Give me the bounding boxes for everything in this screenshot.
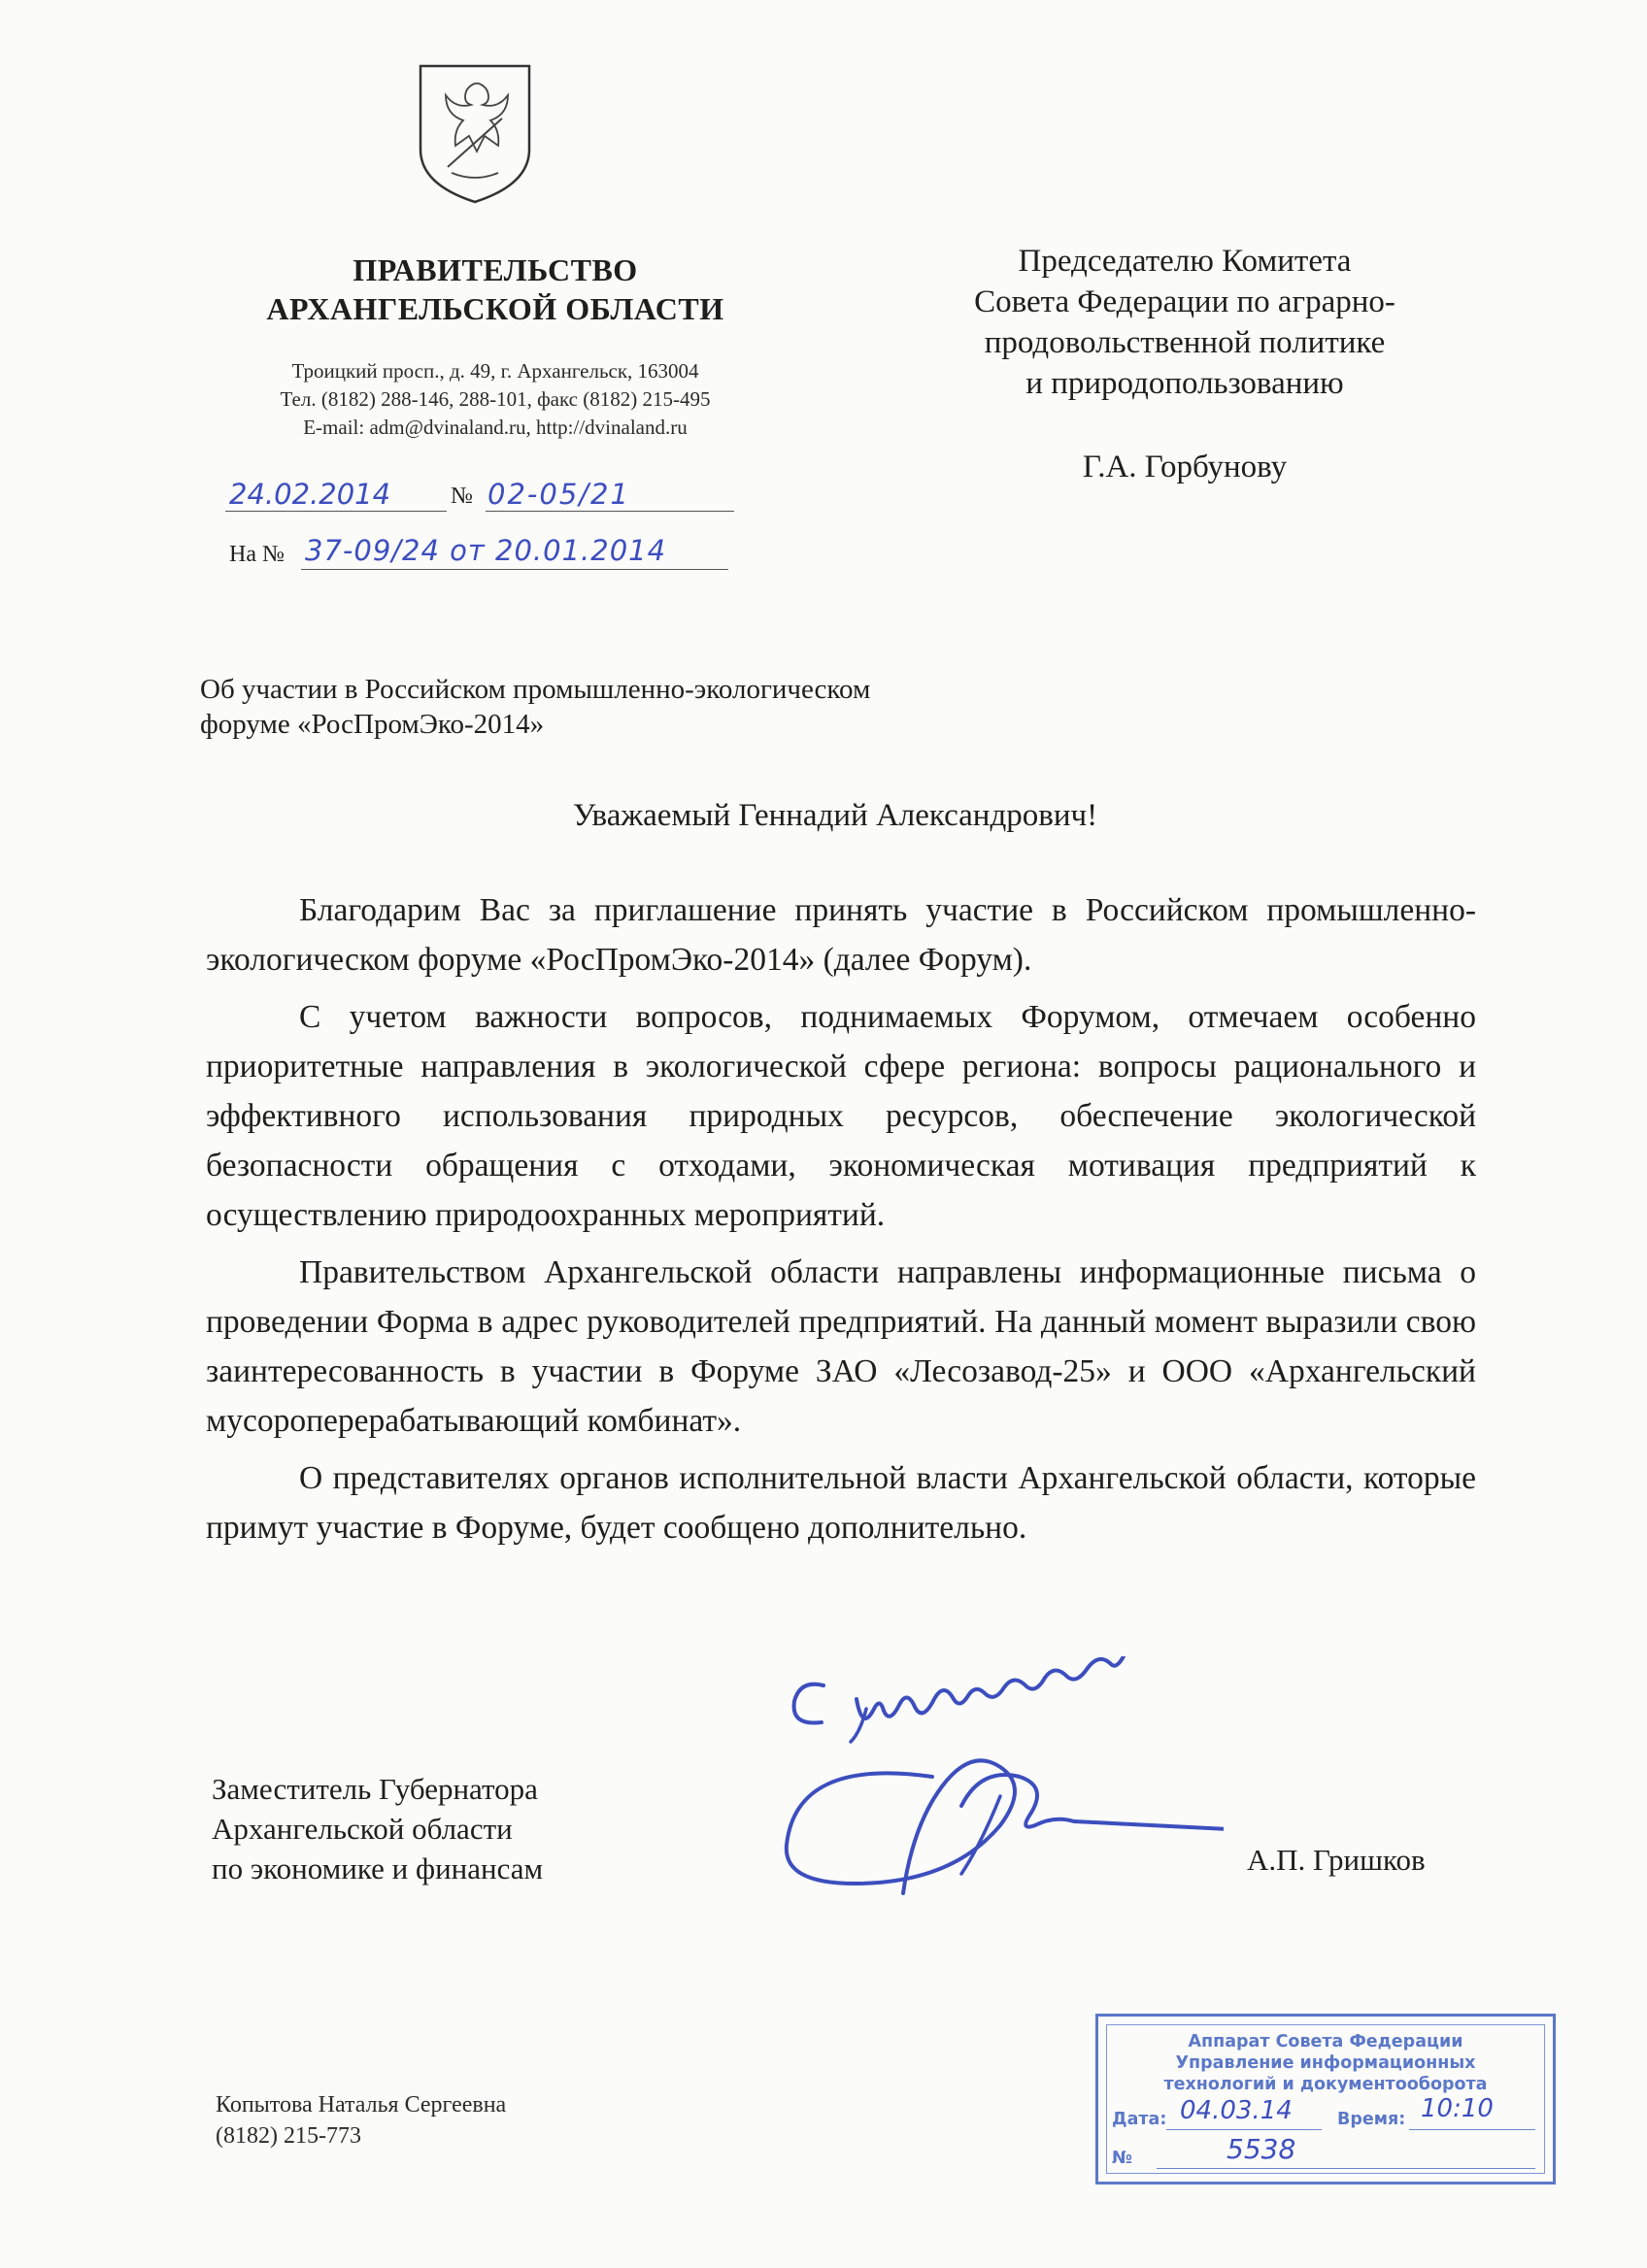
greeting: Уважаемый Геннадий Александрович!	[572, 798, 1098, 833]
signer-title-line1: Заместитель Губернатора	[212, 1772, 538, 1806]
date-underline	[225, 511, 447, 512]
stamp-line2: Управление информационных	[1175, 2053, 1476, 2073]
addressee-line1: Председателю Комитета	[1018, 244, 1352, 279]
addressee-line3: продовольственной политике	[984, 325, 1386, 360]
letter-body	[206, 885, 1476, 1552]
recipient-name: Г.А. Горбунову	[1082, 450, 1288, 484]
executor-name: Копытова Наталья Сергеевна	[216, 2092, 507, 2118]
org-address: Троицкий просп., д. 49, г. Архангельск, 163004	[291, 359, 699, 383]
stamp-date-label: Дата:	[1112, 2110, 1167, 2129]
stamp-number-value: 5538	[1227, 2133, 1296, 2165]
executor-block	[216, 2089, 721, 2151]
stamp-date-value: 04.03.14	[1180, 2096, 1293, 2125]
subject-line2: форуме «РосПромЭко-2014»	[200, 709, 545, 740]
stamp-line3: технологий и документооборота	[1163, 2075, 1488, 2094]
subject-line1: Об участии в Российском промышленно-экологическом	[200, 674, 871, 705]
coat-of-arms-icon	[413, 60, 537, 206]
registration-number-label: №	[451, 484, 473, 509]
signer-title	[212, 1769, 756, 1888]
body-paragraph-2: С учетом важности вопросов, поднимаемых Форумом, отмечаем особенно приоритетные направления в экологической сфере региона: вопросы рационального и эффективного использования природных ресурсов, обеспечение экологической безопасности обращения с отходами, экономическая мотивация предприятий к осуществлению природоохранных мероприятий.	[206, 999, 1476, 1233]
stamp-number-label: №	[1112, 2149, 1133, 2168]
org-phone: Тел. (8182) 288-146, 288-101, факс (8182) 215-495	[280, 387, 711, 411]
addressee-line4: и природопользованию	[1025, 366, 1344, 401]
addressee-line2: Совета Федерации по аграрно-	[974, 284, 1395, 319]
signature	[777, 1738, 1224, 1913]
reference-underline	[301, 569, 728, 570]
addressee-block	[874, 241, 1496, 404]
stamp-time-label: Время:	[1337, 2110, 1406, 2129]
body-paragraph-3: Правительством Архангельской области направлены информационные письма о проведении Форма в адрес руководителей предприятий. На данный момент выразили свою заинтересованность в участии в Форуме ЗАО «Лесозавод-25» и ООО «Архангельский мусороперерабатывающий комбинат».	[206, 1254, 1476, 1439]
body-paragraph-1: Благодарим Вас за приглашение принять участие в Российском промышленно-экологическом форуме «РосПромЭко-2014» (далее Форум).	[206, 892, 1476, 978]
registration-line	[225, 478, 740, 513]
reference-number: 37-09/24 от 20.01.2014	[305, 534, 667, 567]
executor-phone: (8182) 215-773	[216, 2123, 361, 2149]
organization-name	[185, 250, 806, 328]
reference-line	[229, 534, 802, 573]
signer-title-line3: по экономике и финансам	[212, 1851, 544, 1885]
stamp-number-underline	[1157, 2168, 1535, 2169]
stamp-time-value: 10:10	[1421, 2094, 1494, 2123]
stamp-date-underline	[1166, 2129, 1322, 2130]
stamp-line1: Аппарат Совета Федерации	[1188, 2032, 1463, 2051]
incoming-registration-stamp	[1095, 2014, 1556, 2185]
registration-date: 24.02.2014	[229, 478, 391, 511]
stamp-time-underline	[1409, 2129, 1535, 2130]
org-name-line2: АРХАНГЕЛЬСКОЙ ОБЛАСТИ	[266, 291, 724, 326]
reference-label: На №	[229, 542, 285, 567]
org-name-line1: ПРАВИТЕЛЬСТВО	[353, 252, 638, 287]
registration-number: 02-05/21	[487, 478, 630, 511]
organization-contacts	[185, 357, 806, 442]
org-email: E-mail: adm@dvinaland.ru, http://dvinaland.ru	[303, 416, 688, 439]
number-underline	[486, 511, 734, 512]
body-paragraph-4: О представителях органов исполнительной власти Архангельской области, которые примут участие в Форуме, будет сообщено дополнительно.	[206, 1460, 1476, 1546]
signer-name: А.П. Гришков	[1247, 1843, 1426, 1877]
subject	[200, 672, 1074, 742]
signer-title-line2: Архангельской области	[212, 1812, 513, 1846]
